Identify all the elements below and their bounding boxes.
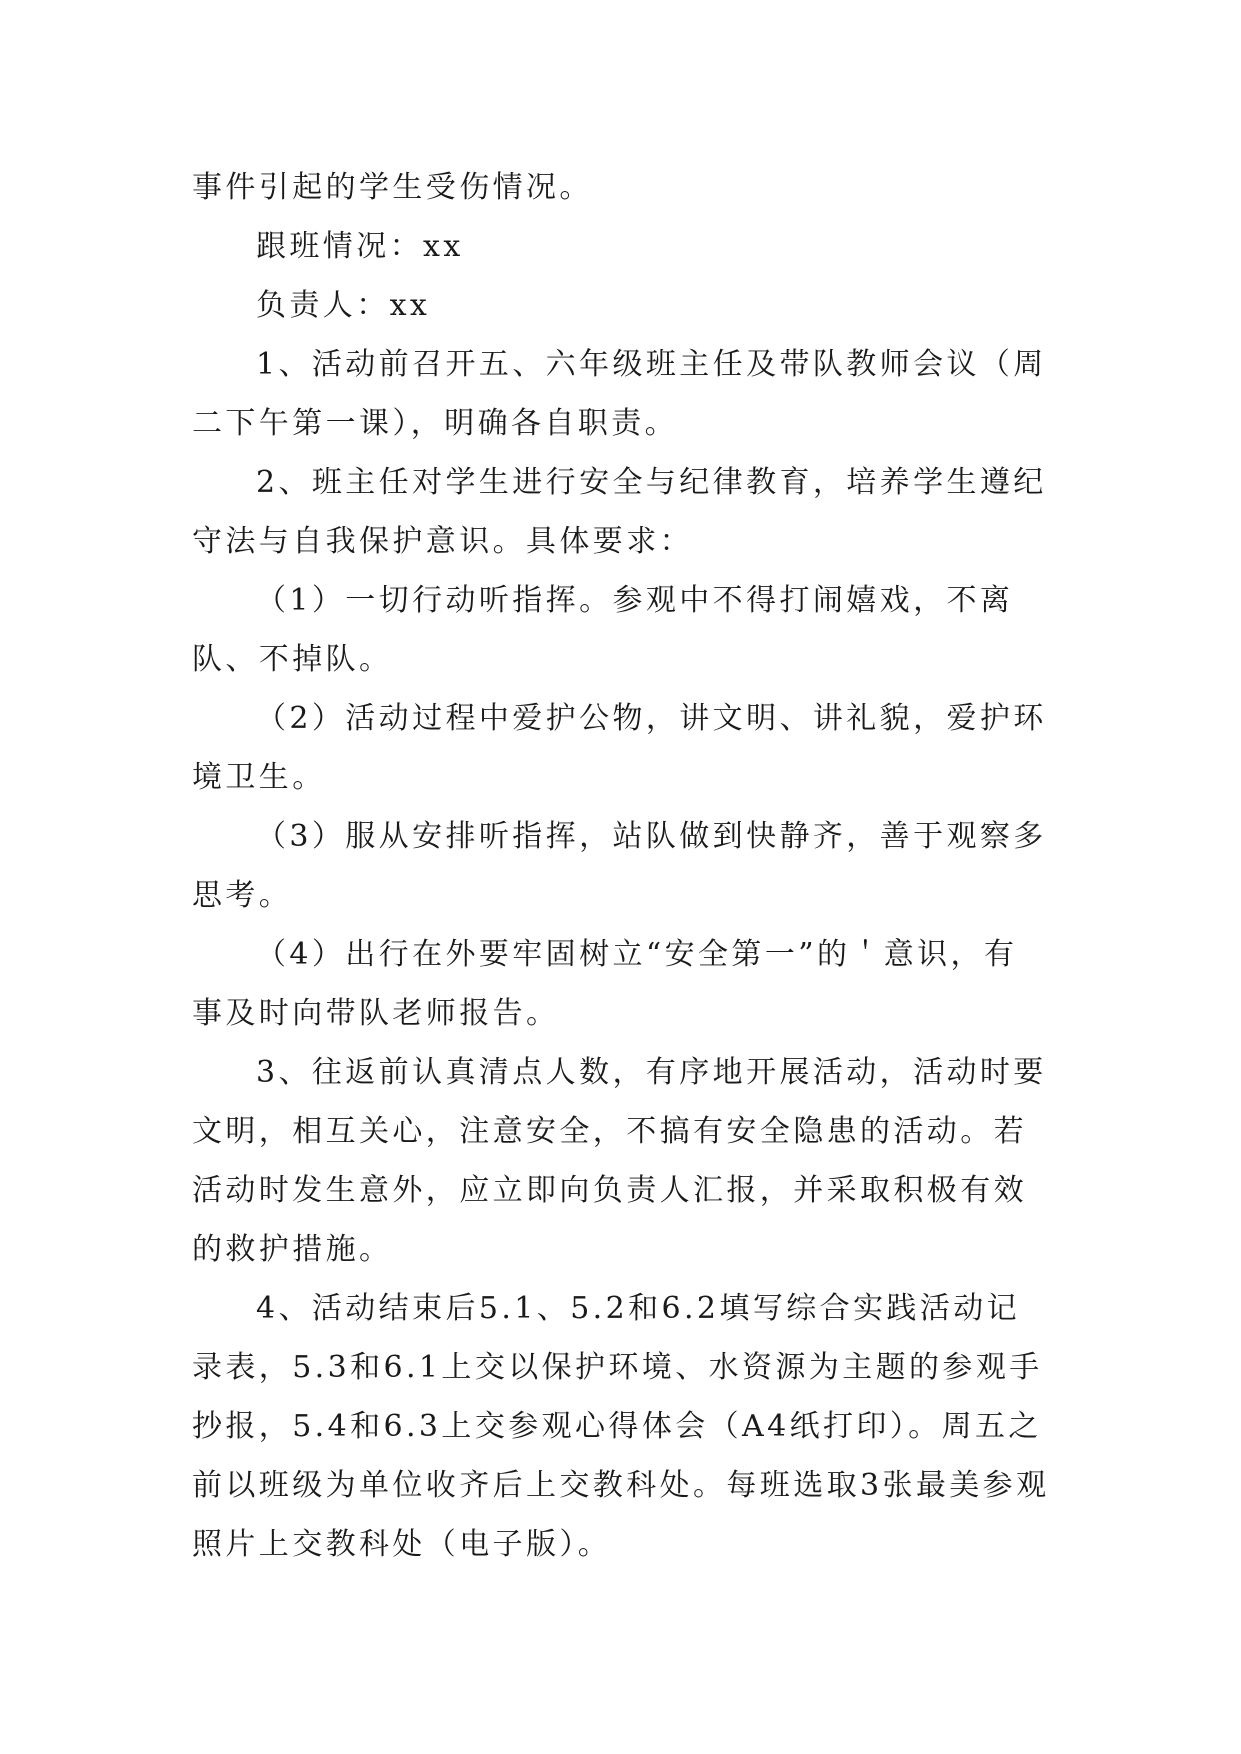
paragraph-item-2: 2、班主任对学生进行安全与纪律教育，培养学生遵纪守法与自我保护意识。具体要求： — [192, 465, 1047, 559]
document-body — [192, 158, 1050, 1574]
paragraph-requirement-1: （1）一切行动听指挥。参观中不得打闹嬉戏，不离队、不掉队。 — [192, 583, 1014, 677]
paragraph-requirement-4: （4）出行在外要牢固树立“安全第一”的＇意识，有事及时向带队老师报告。 — [192, 937, 1018, 1031]
paragraph-item-4: 4、活动结束后5.1、5.2和6.2填写综合实践活动记录表，5.3和6.1上交以保护环境、水资源为主题的参观手抄报，5.4和6.3上交参观心得体会（A4纸打印）。周五之前以班级为单位收齐后上交教科处。每班选取3张最美参观照片上交教科处（电子版）。 — [192, 1291, 1050, 1562]
paragraph-injury-note: 事件引起的学生受伤情况。 — [192, 170, 593, 205]
paragraph-item-1: 1、活动前召开五、六年级班主任及带队教师会议（周二下午第一课），明确各自职责。 — [192, 347, 1047, 441]
paragraph-accompany: 跟班情况：xx — [256, 229, 464, 264]
paragraph-requirement-2: （2）活动过程中爱护公物，讲文明、讲礼貌，爱护环境卫生。 — [192, 701, 1047, 795]
paragraph-responsible: 负责人：xx — [256, 288, 431, 323]
paragraph-requirement-3: （3）服从安排听指挥，站队做到快静齐，善于观察多思考。 — [192, 819, 1047, 913]
paragraph-item-3: 3、往返前认真清点人数，有序地开展活动，活动时要文明，相互关心，注意安全，不搞有安全隐患的活动。若活动时发生意外，应立即向负责人汇报，并采取积极有效的救护措施。 — [192, 1055, 1047, 1267]
